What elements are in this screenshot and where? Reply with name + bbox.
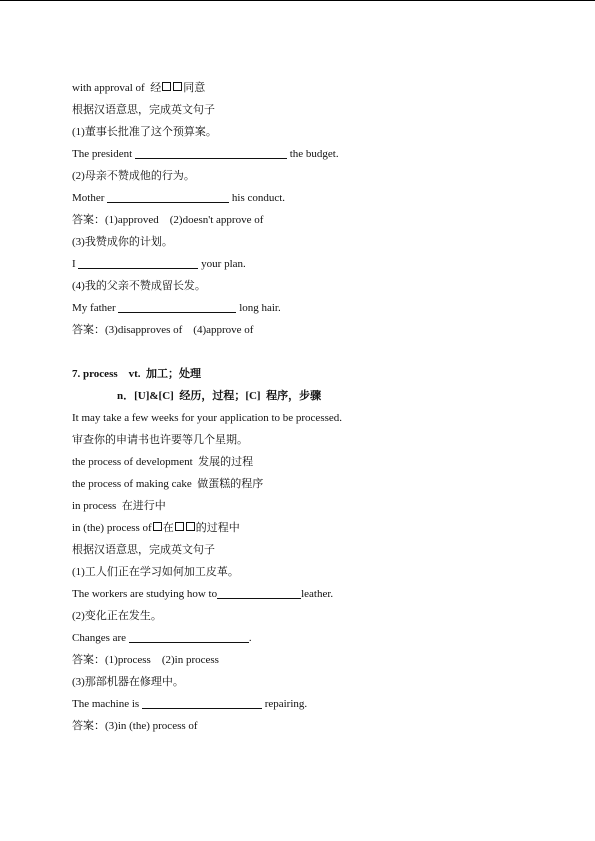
phrase-meaning-suffix: 同意	[183, 82, 206, 94]
sentence-start: My father	[72, 302, 116, 314]
top-rule	[0, 0, 595, 1]
sentence-end: leather.	[301, 588, 334, 600]
vocab-heading-n: n．[U]&[C] 经历，过程；[C] 程序，步骤	[117, 390, 322, 402]
phrase-term: with approval of	[72, 82, 145, 94]
placeholder-box	[186, 522, 195, 531]
answer-blank[interactable]	[217, 586, 301, 599]
placeholder-box	[173, 82, 182, 91]
phrase-item: in process 在进行中	[72, 500, 166, 512]
example-cn: 审查你的申请书也许要等几个星期。	[72, 434, 248, 446]
answer-blank[interactable]	[135, 146, 287, 159]
answer-line: 答案：(1)process (2)in process	[72, 654, 219, 666]
instruction: 根据汉语意思，完成英文句子	[72, 544, 215, 556]
answer-line: 答案：(3)in (the) process of	[72, 720, 198, 732]
question-en	[72, 627, 572, 649]
vocab-heading-vt: 7. process vt. 加工；处理	[72, 368, 202, 380]
sentence-start: The president	[72, 148, 133, 160]
question-en	[72, 187, 572, 209]
phrase-meaning-prefix: 经	[150, 82, 162, 94]
answer-line: 答案：(3)disapproves of (4)approve of	[72, 324, 254, 336]
section-gap	[72, 341, 572, 363]
phrase-with-approval-of	[72, 77, 572, 99]
answer-blank[interactable]	[78, 256, 198, 269]
phrase-item: the process of making cake 做蛋糕的程序	[72, 478, 264, 490]
sentence-end: .	[248, 632, 252, 644]
answer-line: 答案：(1)approved (2)doesn't approve of	[72, 214, 264, 226]
answer-blank[interactable]	[129, 630, 249, 643]
sentence-end: your plan.	[201, 258, 246, 270]
answer-blank[interactable]	[118, 300, 236, 313]
sentence-start: Mother	[72, 192, 105, 204]
phrase-meaning-suffix: 的过程中	[195, 522, 240, 534]
phrase-meaning-prefix: 在	[162, 522, 174, 534]
question-cn: (4)我的父亲不赞成留长发。	[72, 280, 206, 292]
answer-blank[interactable]	[142, 696, 262, 709]
sentence-end: the budget.	[289, 148, 339, 160]
sentence-start: The workers are studying how to	[72, 588, 218, 600]
sentence-end: long hair.	[239, 302, 281, 314]
sentence-end: his conduct.	[231, 192, 286, 204]
placeholder-box	[162, 82, 171, 91]
question-cn: (1)董事长批准了这个预算案。	[72, 126, 217, 138]
question-en	[72, 583, 572, 605]
sentence-start: Changes are	[72, 632, 127, 644]
question-en	[72, 253, 572, 275]
document-page	[72, 77, 572, 737]
instruction: 根据汉语意思，完成英文句子	[72, 104, 215, 116]
sentence-end: repairing.	[264, 698, 308, 710]
question-en	[72, 143, 572, 165]
answer-blank[interactable]	[107, 190, 229, 203]
question-en	[72, 297, 572, 319]
phrase-term: in (the) process of	[72, 522, 152, 534]
question-cn: (2)母亲不赞成他的行为。	[72, 170, 195, 182]
question-cn: (3)我赞成你的计划。	[72, 236, 173, 248]
question-cn: (1)工人们正在学习如何加工皮革。	[72, 566, 239, 578]
placeholder-box	[153, 522, 162, 531]
sentence-start: I	[72, 258, 76, 270]
phrase-item: the process of development 发展的过程	[72, 456, 254, 468]
question-cn: (2)变化正在发生。	[72, 610, 162, 622]
placeholder-box	[175, 522, 184, 531]
question-cn: (3)那部机器在修理中。	[72, 676, 184, 688]
example-en: It may take a few weeks for your application to be processed.	[72, 412, 343, 424]
phrase-in-the-process-of	[72, 517, 572, 539]
sentence-start: The machine is	[72, 698, 140, 710]
question-en	[72, 693, 572, 715]
